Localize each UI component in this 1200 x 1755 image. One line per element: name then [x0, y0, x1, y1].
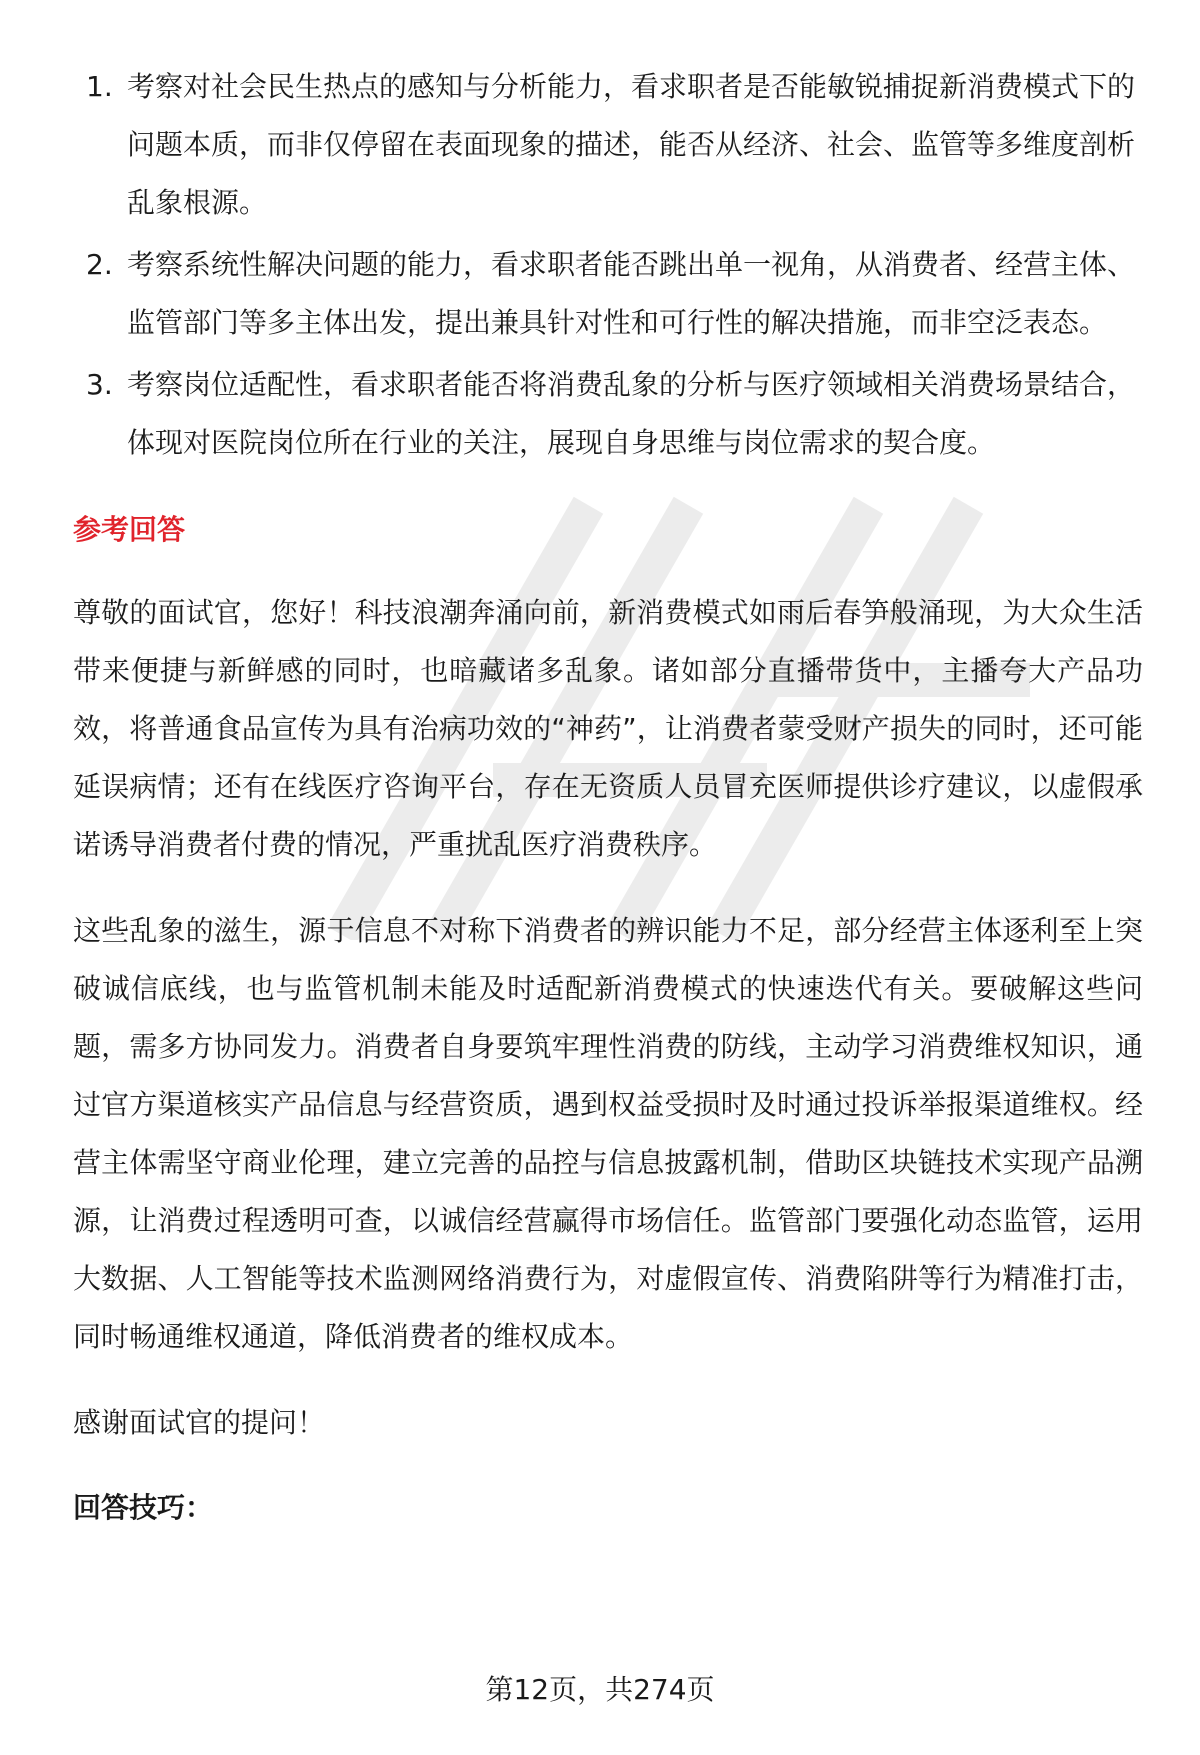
- criteria-number: 1.: [86, 70, 113, 103]
- reference-answer-heading: 参考回答: [73, 513, 186, 546]
- answer-tips-heading: 回答技巧：: [73, 1491, 214, 1524]
- criteria-item: [73, 356, 1143, 472]
- criteria-item: [73, 58, 1143, 232]
- criteria-text: 考察对社会民生热点的感知与分析能力，看求职者是否能敏锐捕捉新消费模式下的问题本质，而非仅停留在表面现象的描述，能否从经济、社会、监管等多维度剖析乱象根源。: [127, 70, 1136, 219]
- document-page: [73, 58, 1143, 1528]
- assessment-criteria-list: [73, 58, 1143, 472]
- page-number-footer: 第12页，共274页: [485, 1673, 715, 1706]
- answer-paragraph: 感谢面试官的提问！: [73, 1406, 326, 1439]
- criteria-number: 2.: [86, 248, 113, 281]
- criteria-text: 考察系统性解决问题的能力，看求职者能否跳出单一视角，从消费者、经营主体、监管部门等多主体出发，提出兼具针对性和可行性的解决措施，而非空泛表态。: [127, 248, 1136, 339]
- criteria-number: 3.: [86, 368, 113, 401]
- criteria-text: 考察岗位适配性，看求职者能否将消费乱象的分析与医疗领域相关消费场景结合，体现对医院岗位所在行业的关注，展现自身思维与岗位需求的契合度。: [127, 368, 1136, 459]
- answer-paragraph: 这些乱象的滋生，源于信息不对称下消费者的辨识能力不足，部分经营主体逐利至上突破诚信底线，也与监管机制未能及时适配新消费模式的快速迭代有关。要破解这些问题，需多方协同发力。消费者自身要筑牢理性消费的防线，主动学习消费维权知识，通过官方渠道核实产品信息与经营资质，遇到权益受损时及时通过投诉举报渠道维权。经营主体需坚守商业伦理，建立完善的品控与信息披露机制，借助区块链技术实现产品溯源，让消费过程透明可查，以诚信经营赢得市场信任。监管部门要强化动态监管，运用大数据、人工智能等技术监测网络消费行为，对虚假宣传、消费陷阱等行为精准打击，同时畅通维权通道，降低消费者的维权成本。: [73, 914, 1143, 1353]
- answer-paragraph: 尊敬的面试官，您好！科技浪潮奔涌向前，新消费模式如雨后春笋般涌现，为大众生活带来便捷与新鲜感的同时，也暗藏诸多乱象。诸如部分直播带货中，主播夸大产品功效，将普通食品宣传为具有治病功效的“神药”，让消费者蒙受财产损失的同时，还可能延误病情；还有在线医疗咨询平台，存在无资质人员冒充医师提供诊疗建议，以虚假承诺诱导消费者付费的情况，严重扰乱医疗消费秩序。: [73, 596, 1143, 861]
- criteria-item: [73, 236, 1143, 352]
